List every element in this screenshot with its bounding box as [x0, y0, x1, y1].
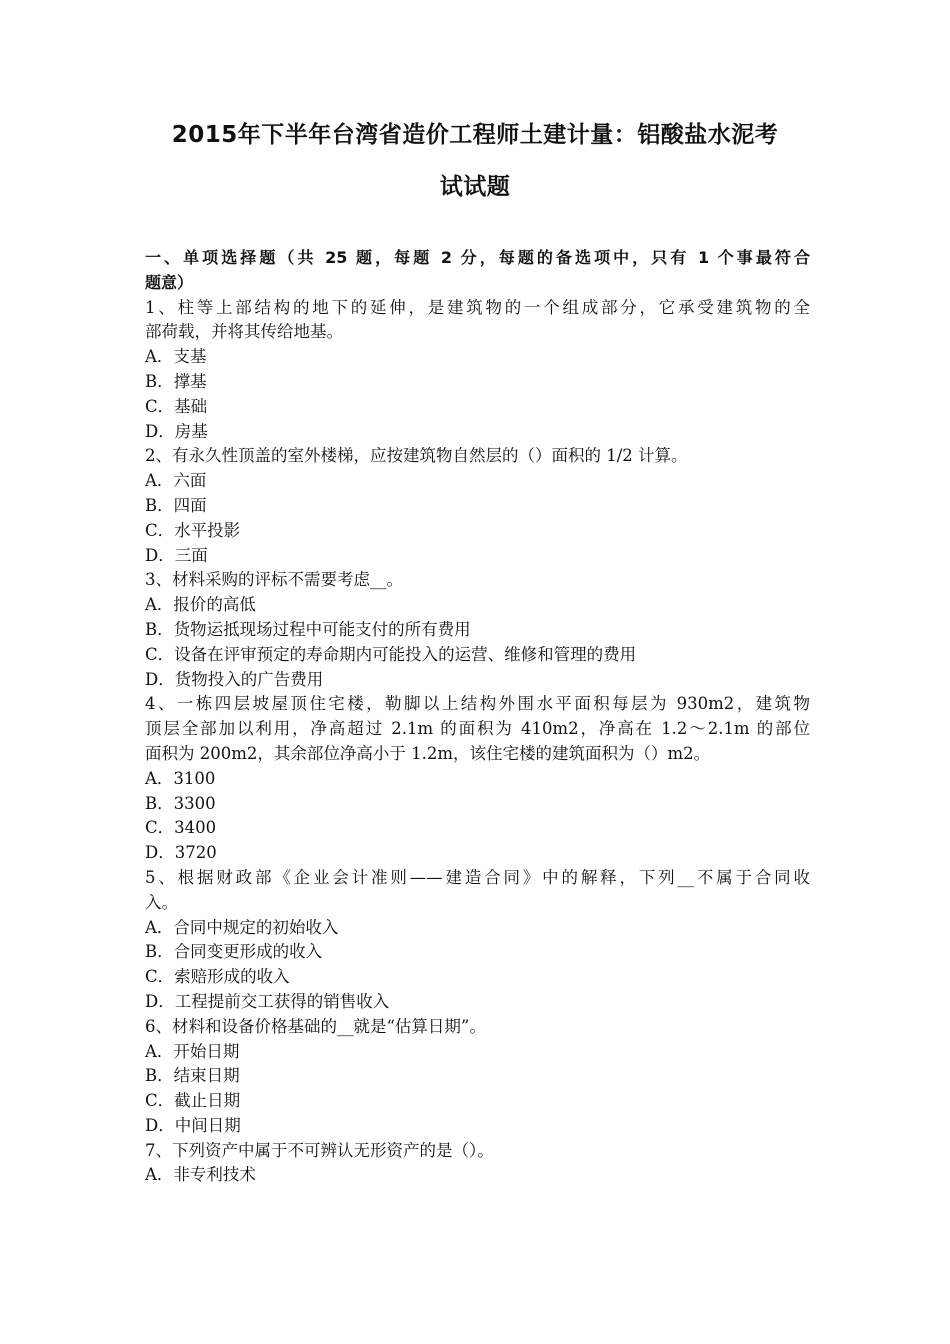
option-a: A．六面 — [145, 471, 207, 491]
question-text-line: 面积为 200m2，其余部位净高小于 1.2m，该住宅楼的建筑面积为（）m2。 — [145, 743, 711, 763]
section-heading — [145, 246, 810, 296]
option-a: A．3100 — [145, 768, 216, 788]
question-6 — [145, 1015, 810, 1139]
question-text-line: 7、下列资产中属于不可辨认无形资产的是（）。 — [145, 1140, 494, 1160]
question-text-line: 4、一栋四层坡屋顶住宅楼，勒脚以上结构外围水平面积每层为 930m2，建筑物 — [145, 694, 810, 714]
option-a: A．非专利技术 — [145, 1165, 256, 1185]
option-b: B．3300 — [145, 793, 216, 813]
document-body — [145, 246, 810, 1188]
question-1 — [145, 296, 810, 445]
question-2 — [145, 444, 810, 568]
question-text — [145, 1139, 810, 1164]
question-text-line: 部荷载，并将其传给地基。 — [145, 322, 343, 342]
option-d: D．货物投入的广告费用 — [145, 669, 324, 689]
question-text-line: 3、材料采购的评标不需要考虑__。 — [145, 570, 403, 590]
question-text — [145, 866, 810, 916]
section-heading-line-2: 题意） — [145, 272, 194, 292]
option-b: B．货物运抵现场过程中可能支付的所有费用 — [145, 619, 471, 639]
question-text-line: 1、柱等上部结构的地下的延伸，是建筑物的一个组成部分，它承受建筑物的全 — [145, 297, 810, 317]
question-3 — [145, 568, 810, 692]
option-a: A．支基 — [145, 347, 207, 367]
question-text — [145, 444, 810, 469]
document-title-line-2: 试试题 — [439, 174, 511, 200]
question-text — [145, 692, 810, 766]
option-d: D．中间日期 — [145, 1115, 241, 1135]
question-text-line: 顶层全部加以利用，净高超过 2.1m 的面积为 410m2，净高在 1.2～2.1m 的部位 — [145, 719, 810, 739]
option-c: C．水平投影 — [145, 520, 241, 540]
option-b: B．撑基 — [145, 371, 207, 391]
document-title-line-1: 2015年下半年台湾省造价工程师土建计量：铝酸盐水泥考 — [171, 122, 779, 148]
question-text-line: 入。 — [145, 892, 178, 912]
option-c: C．基础 — [145, 396, 208, 416]
option-d: D．三面 — [145, 545, 208, 565]
option-b: B．结束日期 — [145, 1066, 240, 1086]
question-7 — [145, 1139, 810, 1189]
question-5 — [145, 866, 810, 1015]
option-d: D．房基 — [145, 421, 208, 441]
option-a: A．报价的高低 — [145, 595, 256, 615]
question-text — [145, 296, 810, 346]
option-b: B．合同变更形成的收入 — [145, 942, 323, 962]
question-text-line: 2、有永久性顶盖的室外楼梯，应按建筑物自然层的（）面积的 1/2 计算。 — [145, 446, 688, 466]
option-a: A．开始日期 — [145, 1041, 240, 1061]
question-text — [145, 568, 810, 593]
question-4 — [145, 692, 810, 866]
option-d: D．工程提前交工获得的销售收入 — [145, 991, 390, 1011]
option-c: C．设备在评审预定的寿命期内可能投入的运营、维修和管理的费用 — [145, 644, 637, 664]
question-text-line: 6、材料和设备价格基础的__就是“估算日期”。 — [145, 1016, 486, 1036]
question-text — [145, 1015, 810, 1040]
option-d: D．3720 — [145, 843, 217, 863]
option-c: C．索赔形成的收入 — [145, 967, 290, 987]
question-text-line: 5、根据财政部《企业会计准则——建造合同》中的解释，下列__不属于合同收 — [145, 867, 810, 887]
section-heading-line-1: 一、单项选择题（共 25 题，每题 2 分，每题的备选项中，只有 1 个事最符合 — [145, 248, 810, 267]
option-a: A．合同中规定的初始收入 — [145, 917, 339, 937]
option-c: C．3400 — [145, 818, 217, 838]
option-b: B．四面 — [145, 495, 207, 515]
option-c: C．截止日期 — [145, 1091, 241, 1111]
